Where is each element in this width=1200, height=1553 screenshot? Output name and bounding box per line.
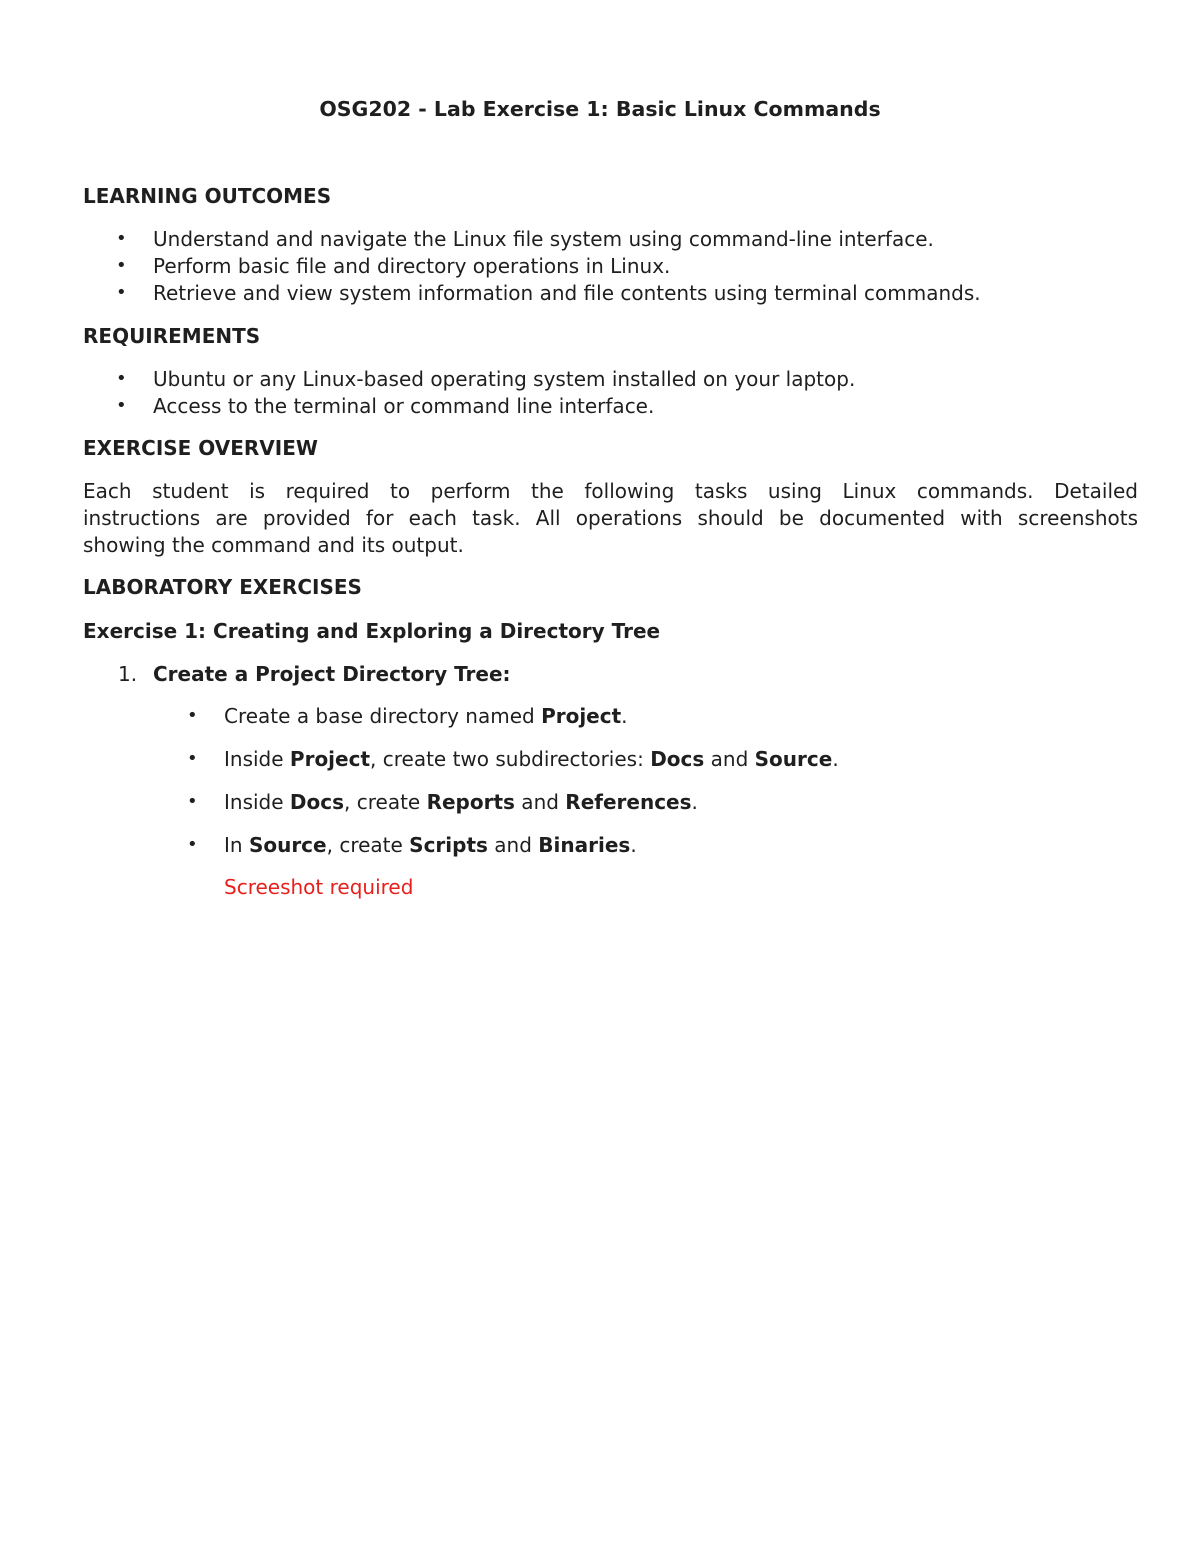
bullet-icon: • bbox=[187, 791, 198, 812]
task-directory: Docs bbox=[289, 790, 345, 814]
overview-heading: EXERCISE OVERVIEW bbox=[83, 436, 318, 460]
lab-exercises-heading: LABORATORY EXERCISES bbox=[83, 575, 362, 599]
document-title: OSG202 - Lab Exercise 1: Basic Linux Commands bbox=[319, 97, 881, 121]
task-directory: Binaries bbox=[538, 833, 631, 857]
overview-line: Each student is required to perform the following tasks using Linux commands. Detailed bbox=[83, 479, 1138, 503]
task-text: Inside bbox=[224, 790, 290, 814]
task-item bbox=[224, 790, 698, 814]
task-text: and bbox=[704, 747, 755, 771]
task-directory: Scripts bbox=[409, 833, 488, 857]
task-directory: Project bbox=[289, 747, 371, 771]
bullet-icon: • bbox=[116, 228, 127, 249]
task-text: , create bbox=[326, 833, 410, 857]
bullet-icon: • bbox=[116, 255, 127, 276]
task-text: Inside bbox=[224, 747, 290, 771]
task-text: In bbox=[224, 833, 249, 857]
learning-outcomes-heading: LEARNING OUTCOMES bbox=[83, 184, 332, 208]
bullet-icon: • bbox=[116, 282, 127, 303]
task-directory: Source bbox=[248, 833, 327, 857]
bullet-icon: • bbox=[187, 748, 198, 769]
task-text: Create a base directory named bbox=[224, 704, 542, 728]
task-text: . bbox=[832, 747, 839, 771]
bullet-icon: • bbox=[116, 368, 127, 389]
task-directory: Reports bbox=[426, 790, 515, 814]
list-item: Perform basic file and directory operations in Linux. bbox=[153, 254, 671, 278]
requirements-heading: REQUIREMENTS bbox=[83, 324, 261, 348]
list-item: Retrieve and view system information and file contents using terminal commands. bbox=[153, 281, 981, 305]
task-text: and bbox=[514, 790, 566, 814]
task-directory: Source bbox=[754, 747, 833, 771]
task-directory: References bbox=[565, 790, 692, 814]
list-item: Ubuntu or any Linux-based operating system installed on your laptop. bbox=[153, 367, 856, 391]
step-number: 1. bbox=[118, 662, 138, 686]
overview-paragraph bbox=[83, 478, 1138, 559]
list-item: Access to the terminal or command line interface. bbox=[153, 394, 655, 418]
overview-line: showing the command and its output. bbox=[83, 533, 464, 557]
task-text: . bbox=[630, 833, 637, 857]
bullet-icon: • bbox=[116, 395, 127, 416]
bullet-icon: • bbox=[187, 834, 198, 855]
task-directory: Project bbox=[541, 704, 622, 728]
bullet-icon: • bbox=[187, 705, 198, 726]
overview-line: instructions are provided for each task. All operations should be documented with screenshots bbox=[83, 506, 1138, 530]
step-title: Create a Project Directory Tree: bbox=[153, 662, 511, 686]
task-item bbox=[224, 704, 628, 728]
task-item bbox=[224, 833, 637, 857]
task-text: , create two subdirectories: bbox=[370, 747, 651, 771]
list-item: Understand and navigate the Linux file system using command-line interface. bbox=[153, 227, 934, 251]
screenshot-note: Screeshot required bbox=[224, 875, 414, 899]
task-text: , create bbox=[344, 790, 427, 814]
exercise-title: Exercise 1: Creating and Exploring a Directory Tree bbox=[83, 619, 661, 643]
task-text: and bbox=[487, 833, 539, 857]
task-text: . bbox=[621, 704, 628, 728]
task-text: . bbox=[691, 790, 698, 814]
task-item bbox=[224, 747, 839, 771]
task-directory: Docs bbox=[650, 747, 705, 771]
